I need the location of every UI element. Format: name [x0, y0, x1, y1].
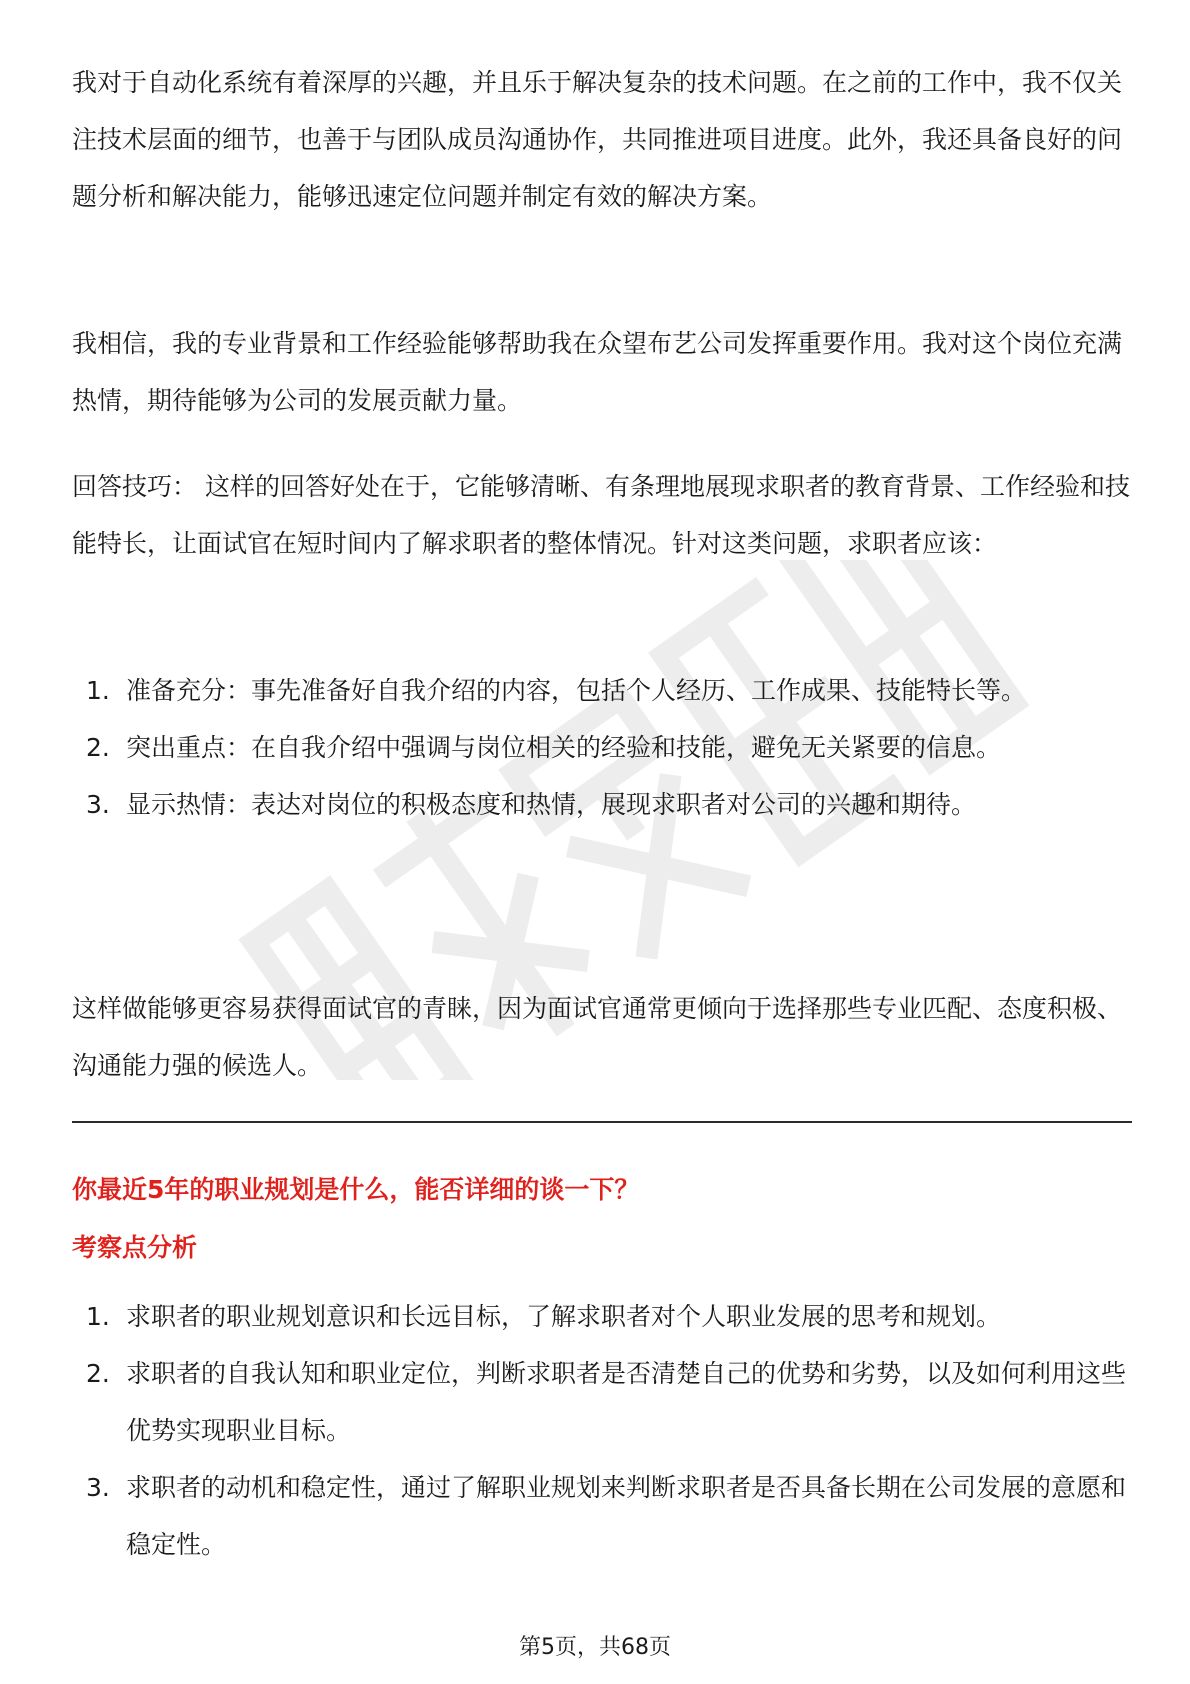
list-item-text: 显示热情：表达对岗位的积极态度和热情，展现求职者对公司的兴趣和期待。 — [126, 790, 977, 819]
list-item-text: 求职者的职业规划意识和长远目标，了解求职者对个人职业发展的思考和规划。 — [126, 1302, 1002, 1331]
page-footer: 第5页，共68页 — [519, 1635, 671, 1660]
list-number: 1. — [86, 1302, 110, 1331]
list-item — [72, 776, 1132, 833]
list-item — [72, 1459, 1132, 1573]
list-item-text: 准备充分：事先准备好自我介绍的内容，包括个人经历、工作成果、技能特长等。 — [126, 676, 1027, 705]
analysis-list — [72, 1288, 1132, 1573]
analysis-heading: 考察点分析 — [72, 1233, 198, 1262]
paragraph-answer-tips: 回答技巧： 这样的回答好处在于，它能够清晰、有条理地展现求职者的教育背景、工作经验和技能特长，让面试官在短时间内了解求职者的整体情况。针对这类问题，求职者应该： — [72, 472, 1130, 558]
list-number: 3. — [86, 790, 110, 819]
list-number: 1. — [86, 676, 110, 705]
tips-list — [72, 662, 1132, 833]
list-item — [72, 1345, 1132, 1459]
list-item-text: 突出重点：在自我介绍中强调与岗位相关的经验和技能，避免无关紧要的信息。 — [126, 733, 1002, 762]
paragraph-conclusion: 这样做能够更容易获得面试官的青睐，因为面试官通常更倾向于选择那些专业匹配、态度积极、沟通能力强的候选人。 — [72, 994, 1123, 1080]
question-title: 你最近5年的职业规划是什么，能否详细的谈一下？ — [72, 1175, 640, 1204]
list-item — [72, 1288, 1132, 1345]
list-number: 2. — [86, 733, 110, 762]
list-item — [72, 719, 1132, 776]
section-divider — [72, 1121, 1132, 1123]
list-item — [72, 662, 1132, 719]
paragraph-belief: 我相信，我的专业背景和工作经验能够帮助我在众望布艺公司发挥重要作用。我对这个岗位充满热情，期待能够为公司的发展贡献力量。 — [72, 329, 1123, 415]
list-number: 2. — [86, 1359, 110, 1388]
list-item-text: 求职者的动机和稳定性，通过了解职业规划来判断求职者是否具备长期在公司发展的意愿和稳定性。 — [126, 1473, 1127, 1559]
list-item-text: 求职者的自我认知和职业定位，判断求职者是否清楚自己的优势和劣势，以及如何利用这些优势实现职业目标。 — [126, 1359, 1127, 1445]
paragraph-interest: 我对于自动化系统有着深厚的兴趣，并且乐于解决复杂的技术问题。在之前的工作中，我不仅关注技术层面的细节，也善于与团队成员沟通协作，共同推进项目进度。此外，我还具备良好的问题分析和解决能力，能够迅速定位问题并制定有效的解决方案。 — [72, 68, 1123, 211]
list-number: 3. — [86, 1473, 110, 1502]
